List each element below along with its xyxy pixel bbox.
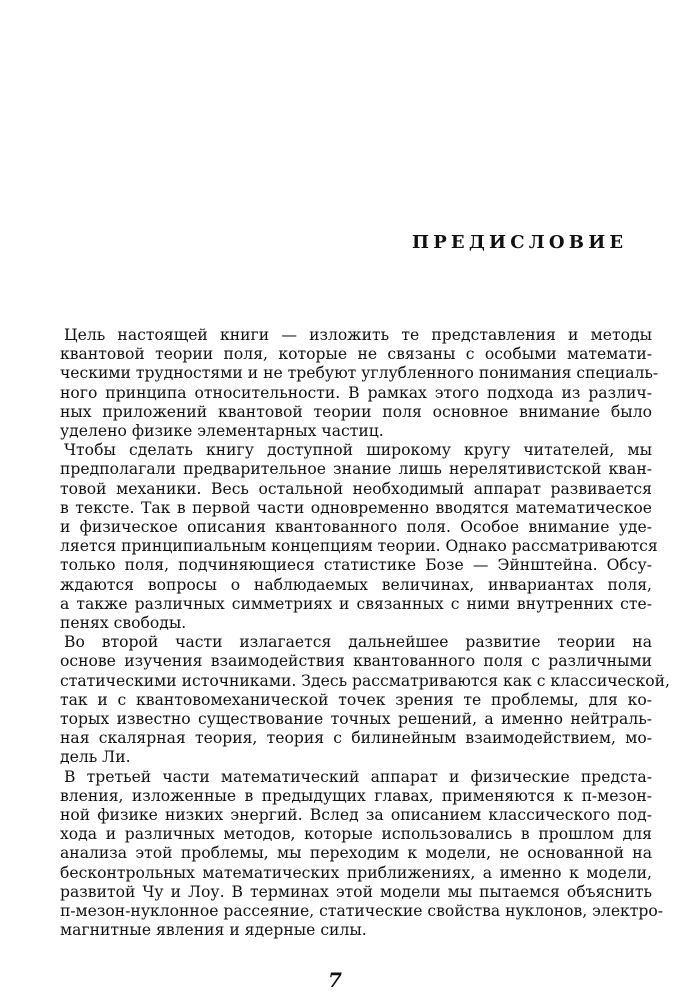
text-line: уделено физике элементарных частиц. [60, 422, 384, 441]
text-line: хода и различных методов, которые использовались в прошлом для [60, 825, 652, 844]
text-line: торых известно существование точных решений, а именно нейтраль- [60, 710, 652, 729]
text-line: Цель настоящей книги — изложить те представления и методы [64, 326, 652, 344]
paragraph-1 [60, 326, 659, 441]
text-line: ляется принципиальным концепциям теории. Однако рассматриваются [60, 537, 658, 556]
text-line: дель Ли. [60, 748, 131, 767]
text-line: ческими трудностями и не требуют углубленного понимания специаль- [60, 364, 659, 383]
text-line: товой механики. Весь остальной необходимый аппарат развивается [60, 479, 652, 498]
paragraph-2 [60, 441, 658, 633]
text-line: ная скалярная теория, теория с билинейным взаимодействием, мо- [60, 729, 652, 748]
text-line: развитой Чу и Лоу. В терминах этой модели мы пытаемся объяснить [60, 882, 652, 901]
text-line: π-мезон-нуклонное рассеяние, статические свойства нуклонов, электро- [60, 902, 664, 921]
text-line: так и с квантовомеханической точек зрения те проблемы, для ко- [60, 690, 652, 709]
text-line: ной физике низких энергий. Вслед за описанием классического под- [60, 806, 652, 825]
text-line: вления, изложенные в предыдущих главах, применяются к π-мезон- [60, 786, 652, 805]
text-line: а также различных симметриях и связанных с ними внутренних сте- [60, 594, 652, 613]
text-line: предполагали предварительное знание лишь нерелятивистской кван- [60, 460, 652, 479]
text-line: Во второй части излагается дальнейшее развитие теории на [64, 633, 652, 652]
text-line: ных приложений квантовой теории поля основное внимание было [60, 402, 652, 421]
text-line: магнитные явления и ядерные силы. [60, 921, 367, 940]
text-line: анализа этой проблемы, мы переходим к модели, не основанной на [60, 844, 652, 863]
text-line: пенях свободы. [60, 614, 187, 633]
text-line: бесконтрольных математических приближениях, а именно к модели, [60, 863, 652, 882]
text-line: статическими источниками. Здесь рассматриваются как с классической, [60, 671, 670, 690]
chapter-heading: ПРЕДИСЛОВИЕ [412, 232, 628, 253]
text-line: В третьей части математический аппарат и физические предста- [64, 767, 652, 786]
preface-body [60, 326, 670, 941]
text-line: ного принципа относительности. В рамках этого подхода из различ- [60, 383, 652, 402]
text-line: основе изучения взаимодействия квантованного поля с различными [60, 652, 652, 671]
text-line: Чтобы сделать книгу доступной широкому кругу читателей, мы [64, 441, 652, 460]
text-line: квантовой теории поля, которые не связаны с особыми математи- [60, 345, 652, 364]
paragraph-3 [60, 633, 670, 767]
text-line: и физическое описания квантованного поля. Особое внимание уде- [60, 518, 652, 537]
paragraph-4 [60, 767, 664, 941]
text-line: ждаются вопросы о наблюдаемых величинах, инвариантах поля, [60, 575, 652, 594]
text-line: в тексте. Так в первой части одновременно вводятся математическое [60, 498, 652, 517]
page-number: 7 [328, 968, 342, 992]
text-line: только поля, подчиняющиеся статистике Бозе — Эйнштейна. Обсу- [60, 556, 652, 575]
